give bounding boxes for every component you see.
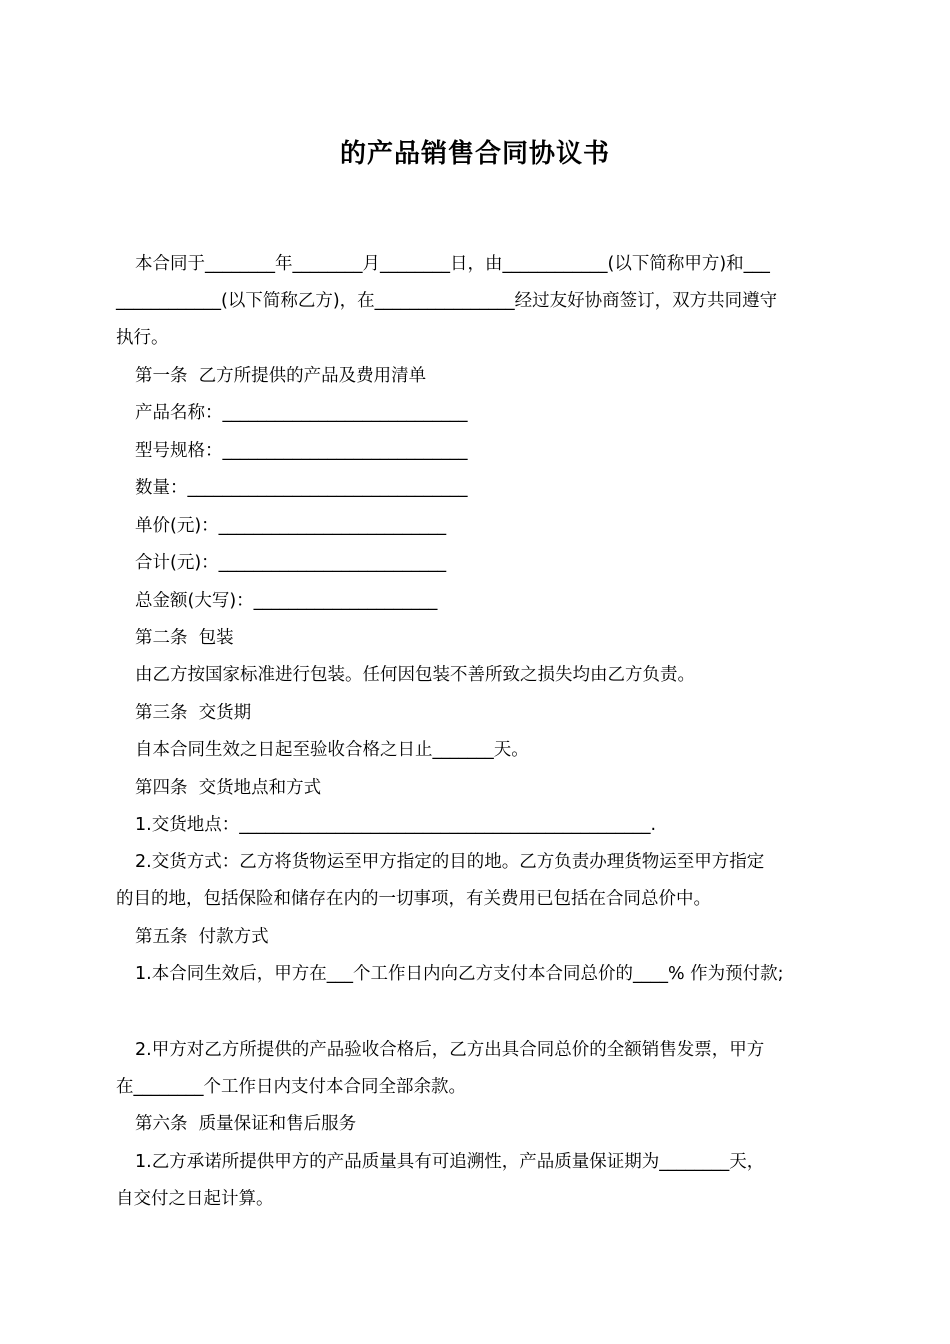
delivery-method-line-2: 的目的地，包括保险和储存在内的一切事项，有关费用已包括在合同总价中。 — [116, 889, 711, 909]
delivery-method-line-1: 2.交货方式：乙方将货物运至甲方指定的目的地。乙方负责办理货物运至甲方指定 — [135, 852, 765, 872]
intro-line-1: 本合同于________年________月________日，由____________(以下简称甲方)和___ — [135, 254, 770, 274]
article-5-heading: 第五条 付款方式 — [135, 927, 269, 947]
document-title: 的产品销售合同协议书 — [339, 139, 610, 169]
quantity-field: 数量：________________________________ — [135, 478, 468, 498]
intro-line-3: 执行。 — [116, 328, 169, 348]
payment-clause-2-line-1: 2.甲方对乙方所提供的产品验收合格后，乙方出具合同总价的全额销售发票，甲方 — [135, 1040, 765, 1060]
product-name-field: 产品名称：____________________________ — [135, 403, 468, 423]
payment-clause-1: 1.本合同生效后，甲方在___个工作日内向乙方支付本合同总价的____% 作为预付款; — [135, 964, 784, 984]
total-amount-field: 总金额(大写)：_____________________ — [135, 591, 438, 611]
warranty-clause-line-2: 自交付之日起计算。 — [116, 1189, 274, 1209]
article-4-heading: 第四条 交货地点和方式 — [135, 778, 322, 798]
article-3-heading: 第三条 交货期 — [135, 703, 252, 723]
unit-price-field: 单价(元)：__________________________ — [135, 516, 447, 536]
article-6-heading: 第六条 质量保证和售后服务 — [135, 1114, 357, 1134]
article-1-heading: 第一条 乙方所提供的产品及费用清单 — [135, 366, 427, 386]
payment-clause-2-line-2: 在________个工作日内支付本合同全部余款。 — [116, 1077, 466, 1097]
model-spec-field: 型号规格：____________________________ — [135, 441, 468, 461]
article-2-heading: 第二条 包装 — [135, 628, 234, 648]
warranty-clause-line-1: 1.乙方承诺所提供甲方的产品质量具有可追溯性，产品质量保证期为________天， — [135, 1152, 765, 1172]
article-3-text: 自本合同生效之日起至验收合格之日止_______天。 — [135, 740, 529, 760]
article-2-text: 由乙方按国家标准进行包装。任何因包装不善所致之损失均由乙方负责。 — [135, 665, 695, 685]
intro-line-2: ____________(以下简称乙方)，在________________经过友好协商签订，双方共同遵守 — [116, 291, 778, 311]
delivery-location-field: 1.交货地点：_______________________________________________. — [135, 815, 657, 835]
subtotal-field: 合计(元)：__________________________ — [135, 553, 447, 573]
